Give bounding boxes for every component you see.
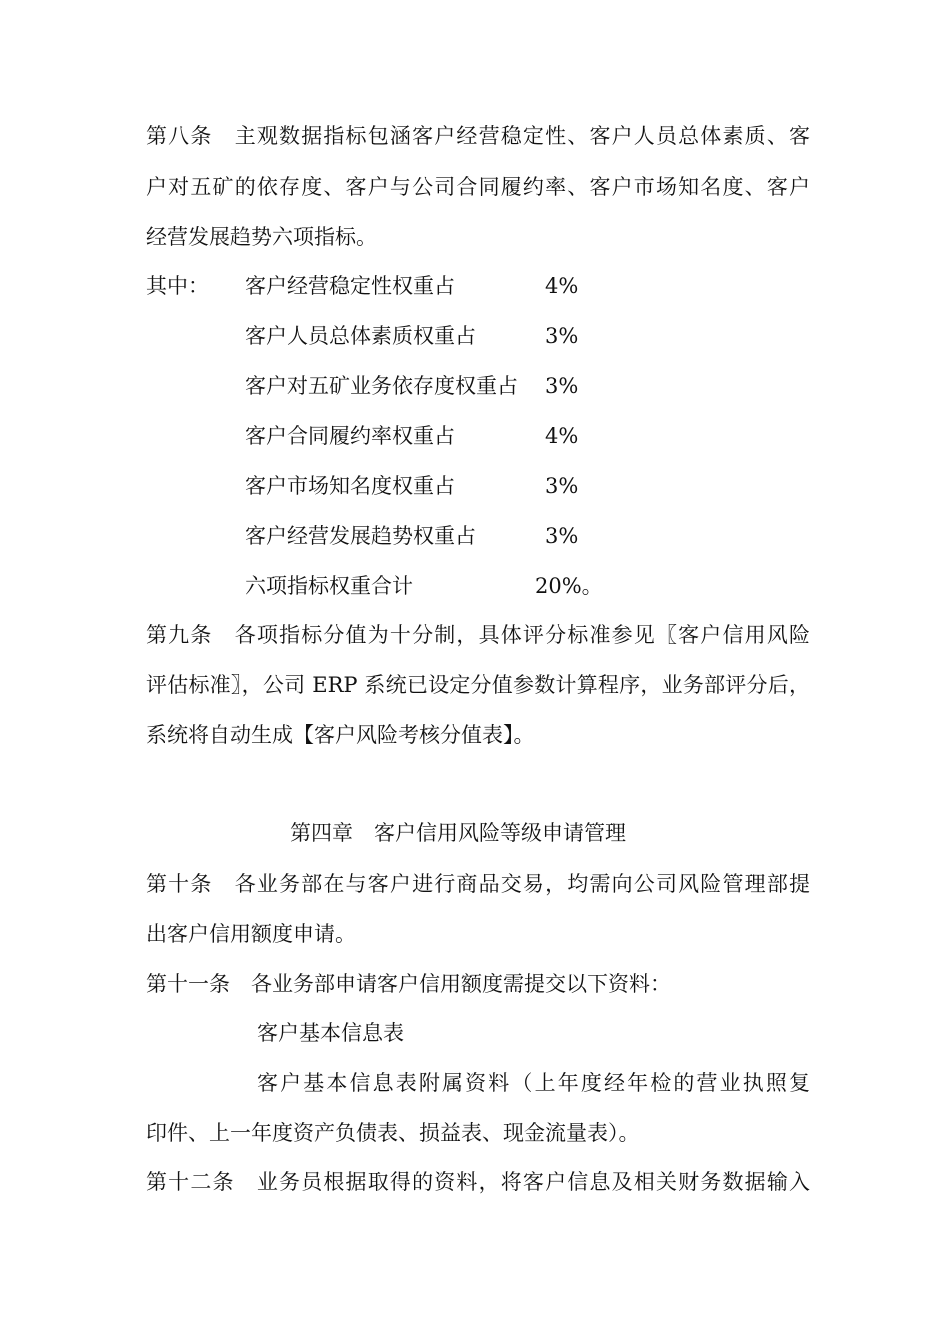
weight-total-value: 20%。 [535,574,603,598]
weight-value: 4% [545,424,579,448]
weight-value: 4% [545,274,579,298]
article-12-line-1: 第十二条 业务员根据取得的资料，将客户信息及相关财务数据输入 [146,1170,810,1194]
article-11-item-2-line-2: 印件、上一年度资产负债表、损益表、现金流量表）。 [146,1121,640,1145]
article-9-line-3: 系统将自动生成【客户风险考核分值表】。 [146,723,535,747]
article-11-line-1: 第十一条 各业务部申请客户信用额度需提交以下资料： [146,972,671,996]
article-11-item-1: 客户基本信息表 [257,1021,404,1045]
weight-label: 客户经营稳定性权重占 [245,274,455,298]
weights-intro: 其中： [146,274,209,298]
article-9-line-2: 评估标准〗，公司 ERP 系统已设定分值参数计算程序，业务部评分后， [146,673,810,697]
chapter-heading: 第四章 客户信用风险等级申请管理 [290,821,626,845]
weight-label: 客户市场知名度权重占 [245,474,455,498]
weight-value: 3% [545,324,579,348]
article-11-item-2-line-1: 客户基本信息表附属资料（上年度经年检的营业执照复 [257,1071,810,1095]
weight-value: 3% [545,474,579,498]
article-10-line-2: 出客户信用额度申请。 [146,922,356,946]
weight-label: 客户人员总体素质权重占 [245,324,476,348]
weight-value: 3% [545,524,579,548]
article-10-line-1: 第十条 各业务部在与客户进行商品交易，均需向公司风险管理部提 [146,872,810,896]
weight-value: 3% [545,374,579,398]
weight-total-label: 六项指标权重合计 [245,574,413,598]
article-9-line-1: 第九条 各项指标分值为十分制，具体评分标准参见〖客户信用风险 [146,623,810,647]
weight-label: 客户对五矿业务依存度权重占 [245,374,518,398]
weight-label: 客户经营发展趋势权重占 [245,524,476,548]
weight-label: 客户合同履约率权重占 [245,424,455,448]
article-8-line-3: 经营发展趋势六项指标。 [146,225,377,249]
article-8-line-2: 户对五矿的依存度、客户与公司合同履约率、客户市场知名度、客户 [146,175,810,199]
article-8-line-1: 第八条 主观数据指标包涵客户经营稳定性、客户人员总体素质、客 [146,124,810,148]
